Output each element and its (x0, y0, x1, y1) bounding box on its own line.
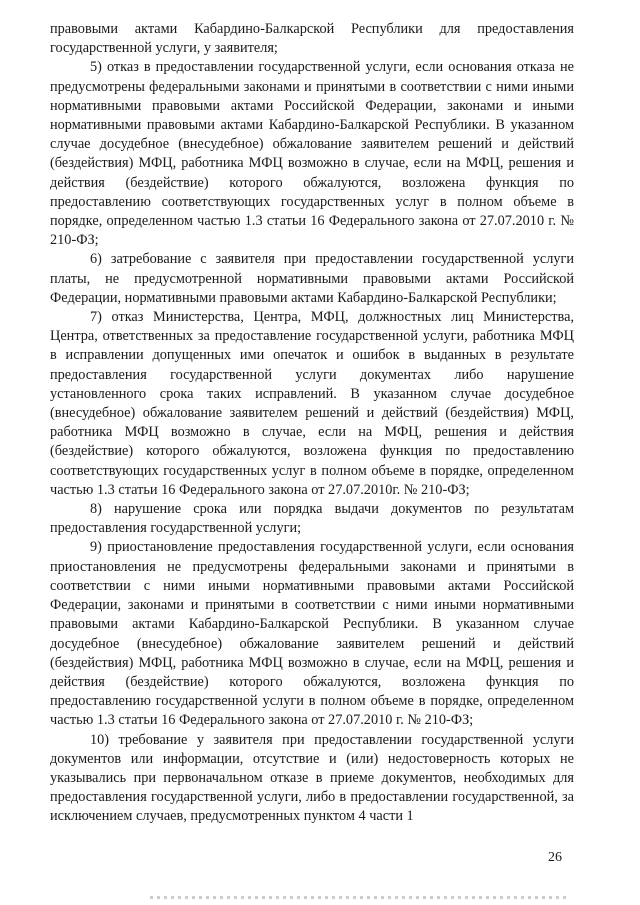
scan-artifact (150, 896, 570, 899)
paragraph-continuation: правовыми актами Кабардино-Балкарской Республики для предоставления государственной услуги, у заявителя; (50, 21, 574, 57)
paragraph-item-6: 6) затребование с заявителя при предоставлении государственной услуги платы, не предусмотренной нормативными правовыми актами Российской Федерации, нормативными правовыми актами Кабардино-Балкарской Республики; (50, 251, 574, 306)
page-number: 26 (548, 850, 562, 865)
document-body (50, 20, 574, 827)
paragraph-item-9: 9) приостановление предоставления государственной услуги, если основания приостановления не предусмотрены федеральными законами и принятыми в соответствии с ними иными нормативными правовыми актами Российской Федерации, законами и принятыми в соответствии с ними иными нормативными правовыми актами Кабардино-Балкарской Республики. В указанном случае досудебное (внесудебное) обжалование заявителем решений и действий (бездействия) МФЦ, работника МФЦ возможно в случае, если на МФЦ, решения и действия (бездействие) которого обжалуются, возложена функция по предоставлению государственной услуги в полном объеме в порядке, определенном частью 1.3 статьи 16 Федерального закона от 27.07.2010 г. № 210-ФЗ; (50, 539, 574, 729)
paragraph-item-8: 8) нарушение срока или порядка выдачи документов по результатам предоставления государственной услуги; (50, 501, 574, 537)
paragraph-item-10: 10) требование у заявителя при предоставлении государственной услуги документов или информации, отсутствие и (или) недостоверность которых не указывались при первоначальном отказе в приеме документов, необходимых для предоставления государственной услуги, либо в предоставлении государственной, за исключением случаев, предусмотренных пунктом 4 части 1 (50, 731, 574, 825)
paragraph-item-5: 5) отказ в предоставлении государственной услуги, если основания отказа не предусмотрены федеральными законами и принятыми в соответствии с ними иными нормативными правовыми актами Российской Федерации, законами и иными нормативными правовыми актами Кабардино-Балкарской Республики. В указанном случае досудебное (внесудебное) обжалование заявителем решений и действий (бездействия) МФЦ, работника МФЦ возможно в случае, если на МФЦ, решения и действия (бездействие) которого обжалуются, возложена функция по предоставлению соответствующих государственных услуг в полном объеме в порядке, определенном частью 1.3 статьи 16 Федерального закона от 27.07.2010 г. № 210-ФЗ; (50, 59, 574, 249)
paragraph-item-7: 7) отказ Министерства, Центра, МФЦ, должностных лиц Министерства, Центра, ответственных за предоставление государственной услуги, работника МФЦ в исправлении допущенных ими опечаток и ошибок в выданных в результате предоставления государственной услуги документах либо нарушение установленного срока таких исправлений. В указанном случае досудебное (внесудебное) обжалование заявителем решений и действий (бездействия) МФЦ, работника МФЦ возможно в случае, если на МФЦ, решения и действия (бездействие) которого обжалуются, возложена функция по предоставлению соответствующих государственных услуг в полном объеме в порядке, определенном частью 1.3 статьи 16 Федерального закона от 27.07.2010г. № 210-ФЗ; (50, 309, 574, 498)
